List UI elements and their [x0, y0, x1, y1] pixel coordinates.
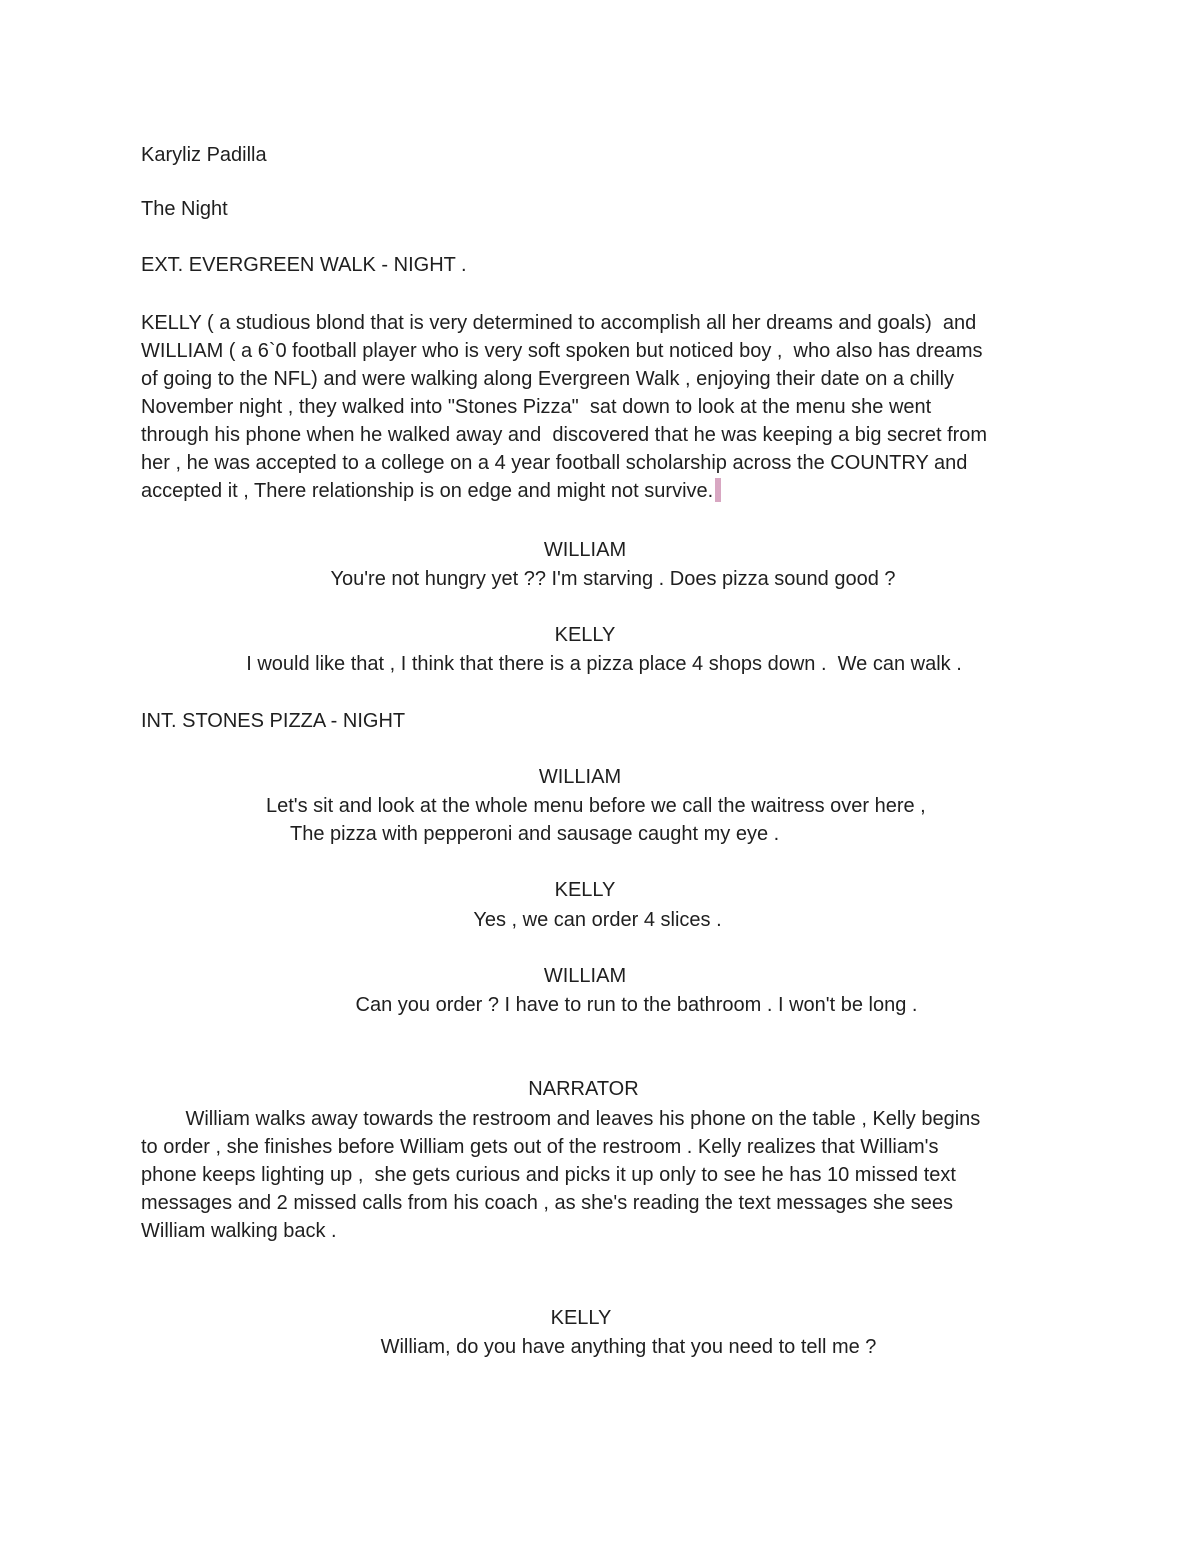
text-cursor [715, 478, 721, 502]
author-name: Karyliz Padilla [141, 144, 267, 166]
character-name: KELLY [550, 1307, 612, 1329]
dialogue-line: The pizza with pepperoni and sausage caught my eye . [290, 823, 780, 845]
action-line: of going to the NFL) and were walking along Evergreen Walk , enjoying their date on a chilly [141, 368, 955, 390]
character-name: WILLIAM [543, 539, 627, 561]
action-line: November night , they walked into "Stones Pizza" sat down to look at the menu she went [141, 396, 932, 418]
dialogue-line: I would like that , I think that there is a pizza place 4 shops down . We can walk . [246, 653, 962, 675]
dialogue-line: William, do you have anything that you need to tell me ? [380, 1336, 877, 1358]
action-paragraph [141, 309, 1061, 505]
dialogue-line: Let's sit and look at the whole menu before we call the waitress over here , [266, 795, 926, 817]
narrator-line: William walking back . [141, 1220, 337, 1242]
scene-heading-2: INT. STONES PIZZA - NIGHT [141, 710, 406, 732]
character-name: KELLY [554, 879, 616, 901]
dialogue-line: You're not hungry yet ?? I'm starving . Does pizza sound good ? [330, 568, 896, 590]
action-line-last [141, 477, 1061, 505]
character-name: KELLY [554, 624, 616, 646]
script-title: The Night [141, 198, 228, 220]
narrator-line: phone keeps lighting up , she gets curious and picks it up only to see he has 10 missed text [141, 1164, 956, 1186]
dialogue-line: Can you order ? I have to run to the bathroom . I won't be long . [355, 994, 918, 1016]
character-name: WILLIAM [543, 965, 627, 987]
narrator-line: messages and 2 missed calls from his coach , as she's reading the text messages she sees [141, 1192, 953, 1214]
action-line: WILLIAM ( a 6`0 football player who is very soft spoken but noticed boy , who also has dreams [141, 340, 983, 362]
action-line: her , he was accepted to a college on a 4 year football scholarship across the COUNTRY and [141, 452, 968, 474]
narrator-line: William walks away towards the restroom and leaves his phone on the table , Kelly begins [141, 1108, 981, 1130]
narrator-paragraph [141, 1105, 1061, 1245]
scene-heading-1: EXT. EVERGREEN WALK - NIGHT . [141, 254, 467, 276]
dialogue-line: Yes , we can order 4 slices . [473, 909, 722, 931]
character-name: WILLIAM [538, 766, 622, 788]
narrator-line: to order , she finishes before William gets out of the restroom . Kelly realizes that William's [141, 1136, 939, 1158]
action-line: through his phone when he walked away and discovered that he was keeping a big secret from [141, 424, 988, 446]
narrator-label: NARRATOR [528, 1078, 639, 1100]
action-line: KELLY ( a studious blond that is very determined to accomplish all her dreams and goals) and [141, 312, 977, 334]
action-line-text: accepted it , There relationship is on edge and might not survive. [141, 480, 714, 502]
